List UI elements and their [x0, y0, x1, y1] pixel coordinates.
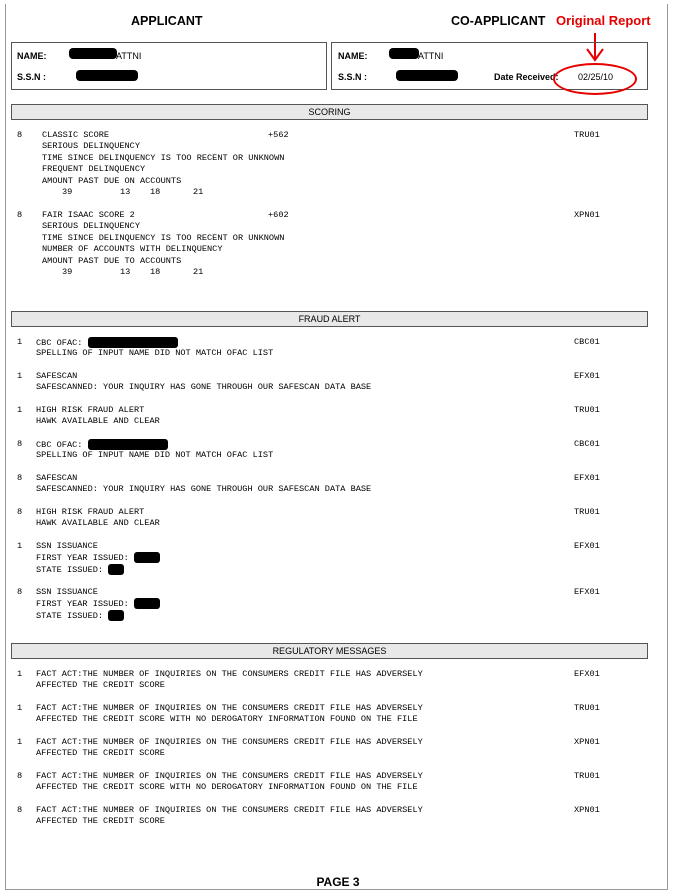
fraud-entry-body [36, 371, 556, 394]
fraud-entry-body [36, 439, 556, 462]
factor-code: 39 [62, 186, 73, 197]
factor-code: 18 [150, 186, 161, 197]
score-reason: NUMBER OF ACCOUNTS WITH DELINQUENCY [42, 244, 223, 255]
fraud-entry-body [36, 405, 556, 428]
fraud-entry-body [36, 507, 556, 530]
applicant-name-redaction [69, 48, 117, 59]
regulatory-line: FACT ACT:THE NUMBER OF INQUIRIES ON THE CONSUMERS CREDIT FILE HAS ADVERSELY [36, 737, 423, 747]
fraud-entry-detail: SPELLING OF INPUT NAME DID NOT MATCH OFAC LIST [36, 450, 274, 461]
coapplicant-ssn-label: S.S.N : [338, 72, 368, 82]
fraud-entry-source: TRU01 [574, 507, 600, 517]
applicant-info-box [11, 42, 327, 90]
fraud-entry-title: HIGH RISK FRAUD ALERT [36, 507, 145, 517]
date-highlight-circle [553, 63, 637, 95]
regulatory-entry-body [36, 737, 556, 760]
regulatory-section-header: REGULATORY MESSAGES [11, 643, 648, 659]
ssn-state-redaction [108, 564, 124, 575]
score-reason: SERIOUS DELINQUENCY [42, 221, 140, 232]
regulatory-line: FACT ACT:THE NUMBER OF INQUIRIES ON THE CONSUMERS CREDIT FILE HAS ADVERSELY [36, 703, 423, 713]
regulatory-entry-code: 1 [17, 669, 23, 679]
fraud-entry-source: CBC01 [574, 439, 600, 449]
regulatory-line: FACT ACT:THE NUMBER OF INQUIRIES ON THE CONSUMERS CREDIT FILE HAS ADVERSELY [36, 805, 423, 815]
ssn-year-label: FIRST YEAR ISSUED: [36, 553, 129, 564]
applicant-name-label: NAME: [17, 51, 47, 61]
score-factor-codes [42, 187, 562, 198]
regulatory-entry-source: EFX01 [574, 669, 600, 679]
regulatory-entry-source: XPN01 [574, 737, 600, 747]
coapplicant-title: CO-APPLICANT [451, 14, 546, 28]
regulatory-line: FACT ACT:THE NUMBER OF INQUIRIES ON THE CONSUMERS CREDIT FILE HAS ADVERSELY [36, 669, 423, 679]
regulatory-entry-body [36, 805, 556, 828]
regulatory-entry-source: XPN01 [574, 805, 600, 815]
coapplicant-name-label: NAME: [338, 51, 368, 61]
fraud-entry-title: CBC OFAC: [36, 439, 83, 450]
fraud-entry-detail: HAWK AVAILABLE AND CLEAR [36, 518, 160, 529]
regulatory-line: AFFECTED THE CREDIT SCORE WITH NO DEROGATORY INFORMATION FOUND ON THE FILE [36, 782, 418, 793]
ssn-state-redaction [108, 610, 124, 621]
ssn-year-redaction [134, 598, 160, 609]
regulatory-entry-source: TRU01 [574, 703, 600, 713]
fraud-entry-code: 8 [17, 473, 23, 483]
score-entry-code: 8 [17, 210, 23, 220]
fraud-entry-code: 1 [17, 541, 23, 551]
factor-code: 21 [193, 266, 204, 277]
fraud-entry-detail: SPELLING OF INPUT NAME DID NOT MATCH OFAC LIST [36, 348, 274, 359]
factor-code: 39 [62, 266, 73, 277]
fraud-entry-source: EFX01 [574, 371, 600, 381]
ofac-name-redaction [88, 439, 168, 450]
factor-code: 13 [120, 186, 131, 197]
original-report-annotation: Original Report [556, 13, 651, 28]
fraud-entry-detail: SAFESCANNED: YOUR INQUIRY HAS GONE THROUGH OUR SAFESCAN DATA BASE [36, 484, 372, 495]
score-reason: TIME SINCE DELINQUENCY IS TOO RECENT OR UNKNOWN [42, 232, 285, 243]
score-source: TRU01 [574, 130, 600, 140]
applicant-title: APPLICANT [131, 14, 203, 28]
fraud-entry-code: 1 [17, 337, 23, 347]
ssn-state-label: STATE ISSUED: [36, 610, 104, 621]
date-received-value: 02/25/10 [578, 72, 614, 82]
applicant-name-value: ATTNI [116, 51, 142, 61]
fraud-entry-title: SSN ISSUANCE [36, 541, 98, 551]
coapplicant-name-redaction [389, 48, 419, 59]
regulatory-line: AFFECTED THE CREDIT SCORE [36, 816, 165, 827]
fraud-entry-detail: HAWK AVAILABLE AND CLEAR [36, 416, 160, 427]
regulatory-line: AFFECTED THE CREDIT SCORE [36, 680, 165, 691]
score-reason: AMOUNT PAST DUE TO ACCOUNTS [42, 255, 182, 266]
regulatory-entry-body [36, 669, 556, 692]
factor-code: 21 [193, 186, 204, 197]
score-factor-codes [42, 267, 562, 278]
regulatory-entry-source: TRU01 [574, 771, 600, 781]
regulatory-entry-code: 8 [17, 805, 23, 815]
score-entry-body [42, 130, 562, 198]
applicant-ssn-label: S.S.N : [17, 72, 47, 82]
score-source: XPN01 [574, 210, 600, 220]
fraud-entry-source: EFX01 [574, 473, 600, 483]
fraud-entry-code: 1 [17, 405, 23, 415]
fraud-entry-body [36, 541, 556, 575]
regulatory-line: AFFECTED THE CREDIT SCORE WITH NO DEROGATORY INFORMATION FOUND ON THE FILE [36, 714, 418, 725]
regulatory-entry-body [36, 771, 556, 794]
fraud-entry-code: 8 [17, 439, 23, 449]
ssn-year-label: FIRST YEAR ISSUED: [36, 599, 129, 610]
regulatory-line: AFFECTED THE CREDIT SCORE [36, 748, 165, 759]
coapplicant-name-value: ATTNI [418, 51, 444, 61]
fraud-entry-source: EFX01 [574, 541, 600, 551]
fraud-entry-detail: SAFESCANNED: YOUR INQUIRY HAS GONE THROUGH OUR SAFESCAN DATA BASE [36, 382, 372, 393]
fraud-entry-title: SSN ISSUANCE [36, 587, 98, 597]
score-reason: SERIOUS DELINQUENCY [42, 141, 140, 152]
fraud-entry-code: 8 [17, 587, 23, 597]
fraud-entry-source: TRU01 [574, 405, 600, 415]
ofac-name-redaction [88, 337, 178, 348]
coapplicant-ssn-redaction [396, 70, 458, 81]
applicant-ssn-redaction [76, 70, 138, 81]
score-entry-code: 8 [17, 130, 23, 140]
score-entry-body [42, 210, 562, 278]
fraud-entry-code: 8 [17, 507, 23, 517]
score-model-name: CLASSIC SCORE [42, 130, 110, 140]
fraud-entry-title: SAFESCAN [36, 371, 78, 381]
fraud-entry-body [36, 337, 556, 360]
fraud-entry-title: SAFESCAN [36, 473, 78, 483]
score-value: +602 [268, 210, 289, 220]
regulatory-entry-body [36, 703, 556, 726]
factor-code: 18 [150, 266, 161, 277]
score-reason: AMOUNT PAST DUE ON ACCOUNTS [42, 175, 182, 186]
fraud-entry-code: 1 [17, 371, 23, 381]
date-received-label: Date Received: [494, 72, 559, 82]
ssn-state-label: STATE ISSUED: [36, 564, 104, 575]
page-number: PAGE 3 [316, 875, 360, 889]
score-reason: TIME SINCE DELINQUENCY IS TOO RECENT OR UNKNOWN [42, 152, 285, 163]
scoring-section-header: SCORING [11, 104, 648, 120]
fraud-entry-title: HIGH RISK FRAUD ALERT [36, 405, 145, 415]
fraud-alert-section-header: FRAUD ALERT [11, 311, 648, 327]
fraud-entry-body [36, 587, 556, 621]
regulatory-entry-code: 8 [17, 771, 23, 781]
regulatory-entry-code: 1 [17, 737, 23, 747]
regulatory-line: FACT ACT:THE NUMBER OF INQUIRIES ON THE CONSUMERS CREDIT FILE HAS ADVERSELY [36, 771, 423, 781]
score-model-name: FAIR ISAAC SCORE 2 [42, 210, 135, 220]
fraud-entry-source: EFX01 [574, 587, 600, 597]
fraud-entry-title: CBC OFAC: [36, 337, 83, 348]
factor-code: 13 [120, 266, 131, 277]
fraud-entry-source: CBC01 [574, 337, 600, 347]
ssn-year-redaction [134, 552, 160, 563]
regulatory-entry-code: 1 [17, 703, 23, 713]
fraud-entry-body [36, 473, 556, 496]
score-value: +562 [268, 130, 289, 140]
score-reason: FREQUENT DELINQUENCY [42, 164, 146, 175]
